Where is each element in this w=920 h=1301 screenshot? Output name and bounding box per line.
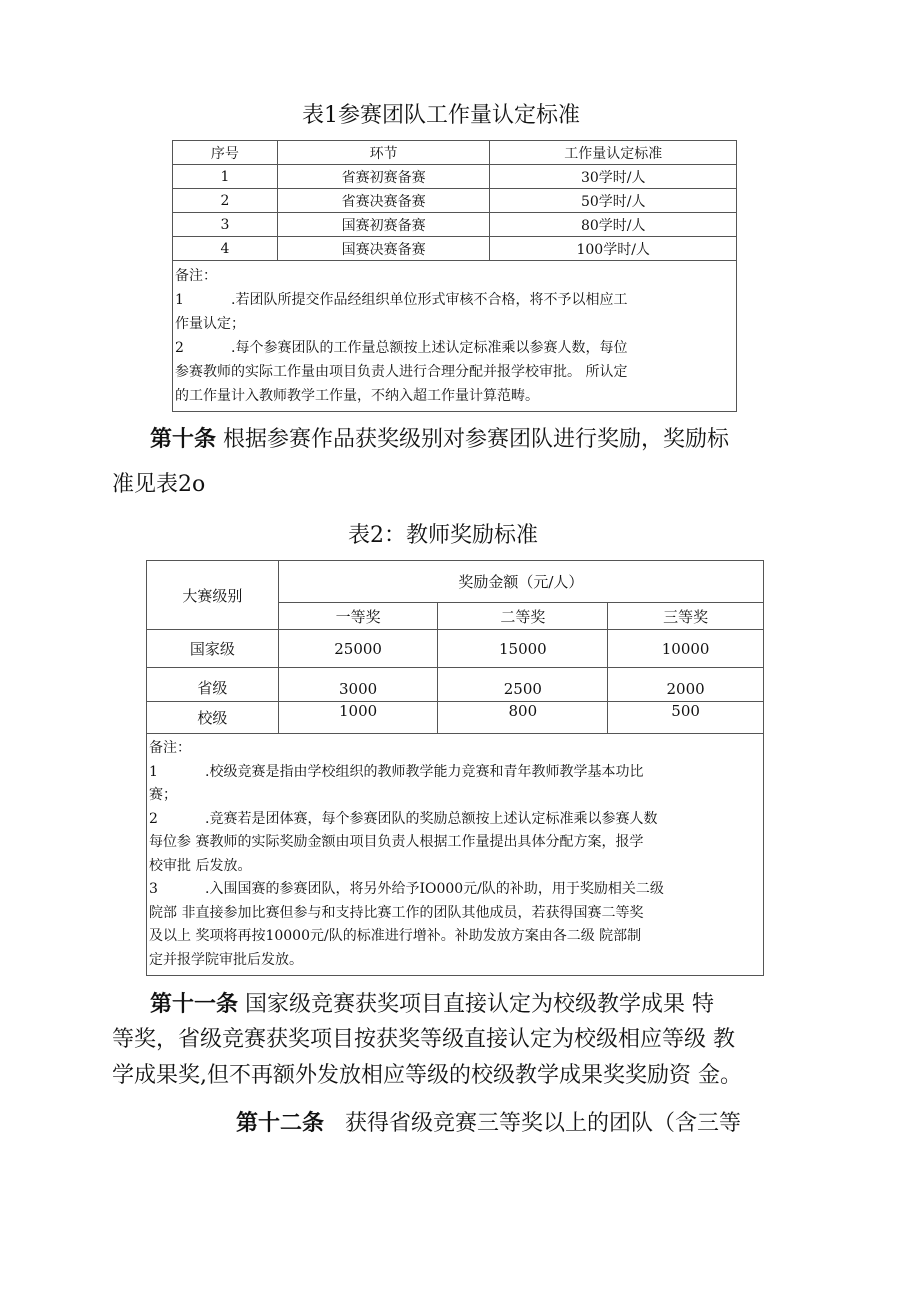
article-text: 获得省级竞赛三等奖以上的团队（含三等 [345, 1111, 742, 1136]
article-11-cont [112, 1022, 735, 1058]
table-cell: 国赛初赛备赛 [277, 213, 490, 237]
table-cell: 2000 [608, 668, 764, 702]
note-line: 3 .入围国赛的参赛团队，将另外给予IO000元/队的补助，用于奖励相关二级 [149, 881, 664, 897]
table-cell: 省赛初赛备赛 [277, 165, 490, 189]
note-line: 每位参 赛教师的实际奖励金额由项目负责人根据工作量提出具体分配方案，报学 [149, 834, 644, 850]
table-cell: 50学时/人 [490, 189, 737, 213]
article-10-cont [112, 462, 205, 508]
table-header-row [147, 561, 764, 603]
note-line: 1 .校级竞赛是指由学校组织的教师教学能力竞赛和青年教师教学基本功比 [149, 763, 644, 780]
article-text: 准见表2o [112, 472, 206, 497]
table-cell: 省赛决赛备赛 [277, 189, 490, 213]
table-cell: 10000 [608, 630, 764, 668]
note-title: 备注： [175, 268, 217, 284]
article-11-cont [112, 1058, 742, 1094]
table-cell: 30学时/人 [490, 165, 737, 189]
table2-notes [147, 734, 764, 976]
header-cell: 二等奖 [438, 603, 608, 630]
table-row [173, 189, 737, 213]
article-text: 等奖，省级竞赛获奖项目按获奖等级直接认定为校级相应等级 教 [112, 1027, 735, 1052]
amount-header: 奖励金额（元/人） [278, 561, 763, 603]
note-line: 的工作量计入教师教学工作量，不纳入超工作量计算范畴。 [175, 388, 539, 404]
table-row [173, 213, 737, 237]
article-text: 学成果奖,但不再额外发放相应等级的校级教学成果奖奖励资 金。 [112, 1063, 742, 1088]
workload-table [172, 140, 737, 412]
note-line: 院部 非直接参加比赛但参与和支持比赛工作的团队其他成员，若获得国赛二等奖 [149, 904, 644, 921]
header-cell: 序号 [173, 141, 278, 165]
note-line: 2 .每个参赛团队的工作量总额按上述认定标准乘以参赛人数，每位 [175, 340, 628, 356]
table1-notes [173, 261, 737, 412]
header-cell: 工作量认定标准 [490, 141, 737, 165]
table-cell: 2500 [438, 668, 608, 702]
table-cell: 校级 [147, 702, 279, 734]
note-line: 赛； [149, 787, 177, 803]
table-cell: 3000 [278, 668, 438, 702]
table-cell: 100学时/人 [490, 237, 737, 261]
note-line: 校审批 后发放。 [149, 857, 252, 874]
table-cell: 800 [438, 702, 608, 734]
note-line: 参赛教师的实际工作量由项目负责人进行合理分配并报学校审批。 所认定 [175, 364, 628, 380]
table-note-row [147, 734, 764, 976]
table-cell: 2 [173, 189, 278, 213]
note-line: 2 .竞赛若是团体赛，每个参赛团队的奖励总额按上述认定标准乘以参赛人数 [149, 810, 658, 827]
note-line: 作量认定； [175, 316, 245, 332]
table-cell: 80学时/人 [490, 213, 737, 237]
table-cell: 1000 [278, 702, 438, 734]
table-cell: 3 [173, 213, 278, 237]
table-note-row [173, 261, 737, 412]
table-row [173, 237, 737, 261]
header-cell: 环节 [277, 141, 490, 165]
article-label: 第十条 [150, 426, 217, 452]
article-10 [150, 416, 729, 463]
header-cell: 三等奖 [608, 603, 764, 630]
table-cell: 4 [173, 237, 278, 261]
table-cell: 国家级 [147, 630, 279, 668]
table-cell: 25000 [278, 630, 438, 668]
table-row [173, 165, 737, 189]
table1-caption: 表1参赛团队工作量认定标准 [302, 103, 580, 128]
note-line: 及以上 奖项将再按10000元/队的标准进行增补。补助发放方案由各二级 院部制 [149, 928, 642, 944]
header-cell: 一等奖 [278, 603, 438, 630]
article-11 [150, 986, 714, 1023]
table-cell: 15000 [438, 630, 608, 668]
note-line: 1 .若团队所提交作品经组织单位形式审核不合格，将不予以相应工 [175, 292, 628, 308]
table-row [147, 668, 764, 702]
table2-caption: 表2：教师奖励标准 [348, 523, 538, 548]
article-text: 国家级竞赛获奖项目直接认定为校级教学成果 特 [245, 992, 715, 1017]
article-label: 第十一条 [150, 991, 239, 1017]
note-title: 备注： [149, 740, 191, 756]
level-header: 大赛级别 [147, 561, 279, 630]
reward-table [146, 560, 764, 976]
table-row [147, 702, 764, 734]
article-text: 根据参赛作品获奖级别对参赛团队进行奖励，奖励标 [223, 427, 730, 452]
table-cell: 1 [173, 165, 278, 189]
article-12 [236, 1100, 741, 1147]
table-cell: 省级 [147, 668, 279, 702]
table-cell: 国赛决赛备赛 [277, 237, 490, 261]
article-label: 第十二条 [236, 1110, 325, 1136]
table-row [147, 630, 764, 668]
note-line: 定并报学院审批后发放。 [149, 951, 303, 968]
table-header-row [173, 141, 737, 165]
table-cell: 500 [608, 702, 764, 734]
